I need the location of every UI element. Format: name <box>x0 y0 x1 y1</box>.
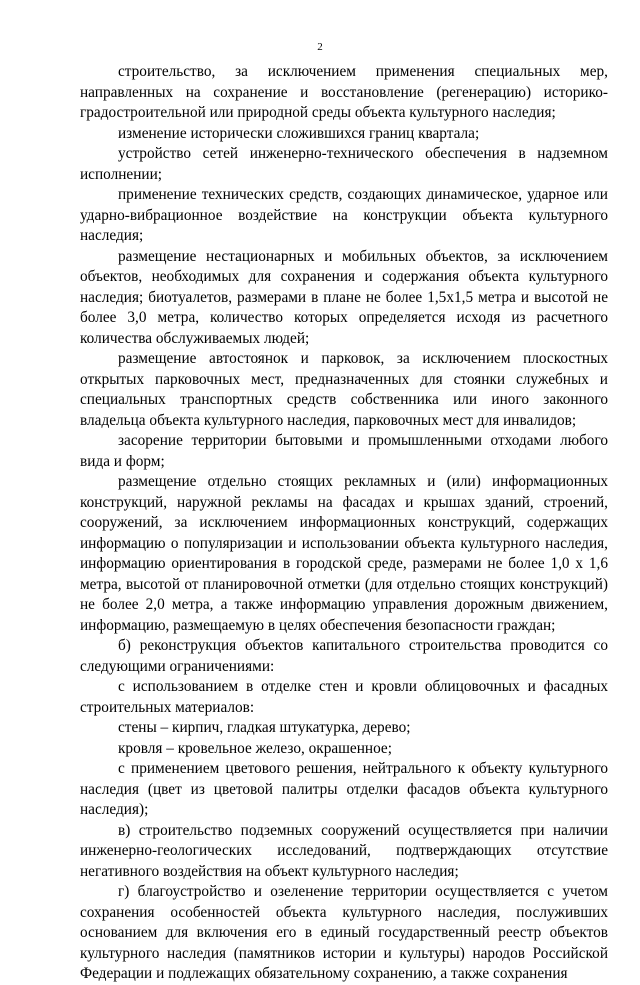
paragraph: засорение территории бытовыми и промышленными отходами любого вида и форм; <box>80 432 608 470</box>
document-body <box>80 62 608 985</box>
paragraph: стены – кирпич, гладкая штукатурка, дерево; <box>118 719 411 736</box>
paragraph: в) строительство подземных сооружений осуществляется при наличии инженерно-геологических исследований, подтверждающих отсутствие негативного воздействия на объект культурного наследия; <box>80 821 608 880</box>
paragraph: применение технических средств, создающих динамическое, ударное или ударно-вибрационное воздействие на конструкции объекта культурного наследия; <box>80 186 608 244</box>
paragraph: б) реконструкция объектов капитального строительства проводится со следующими ограничениями: <box>80 637 608 675</box>
page-number: 2 <box>317 41 323 53</box>
paragraph: размещение автостоянок и парковок, за исключением плоскостных открытых парковочных мест, предназначенных для стоянки служебных и специальных транспортных средств собственника или иного законного владельца объекта культурного наследия, парковочных мест для инвалидов; <box>80 350 608 429</box>
paragraph: размещение нестационарных и мобильных объектов, за исключением объектов, необходимых для сохранения и содержания объекта культурного наследия; биотуалетов, размерами в плане не более 1,5х1,5 метра и высотой не более 3,0 метра, количество которых определяется исходя из расчетного количества обслуживаемых людей; <box>80 247 608 347</box>
paragraph: с использованием в отделке стен и кровли облицовочных и фасадных строительных материалов: <box>80 678 608 716</box>
paragraph: строительство, за исключением применения специальных мер, направленных на сохранение и восстановление (регенерацию) историко-градостроительной или природной среды объекта культурного наследия; <box>80 63 608 121</box>
paragraph: кровля – кровельное железо, окрашенное; <box>118 739 392 757</box>
paragraph: г) благоустройство и озеленение территории осуществляется с учетом сохранения особенностей объекта культурного наследия, послуживших основанием для включения его в единый государственный реестр объектов культурного наследия (памятников истории и культуры) народов Российской Федерации и подлежащих обязательному сохранению, а также сохранения <box>80 883 608 982</box>
paragraph: размещение отдельно стоящих рекламных и (или) информационных конструкций, наружной рекламы на фасадах и крышах зданий, строений, сооружений, за исключением информационных конструкций, содержащих информацию о популяризации и использовании объекта культурного наследия, информацию ориентирования в городской среде, размерами не более 1,0 х 1,6 метра, высотой от планировочной отметки (для отдельно стоящих конструкций) не более 2,0 метра, а также информацию управления дорожным движением, информацию, размещаемую в целях обеспечения безопасности граждан; <box>80 473 608 634</box>
paragraph: с применением цветового решения, нейтрального к объекту культурного наследия (цвет из цветовой палитры отделки фасадов объекта культурного наследия); <box>80 760 608 818</box>
paragraph: устройство сетей инженерно-технического обеспечения в надземном исполнении; <box>80 145 608 183</box>
paragraph: изменение исторически сложившихся границ квартала; <box>118 124 480 142</box>
